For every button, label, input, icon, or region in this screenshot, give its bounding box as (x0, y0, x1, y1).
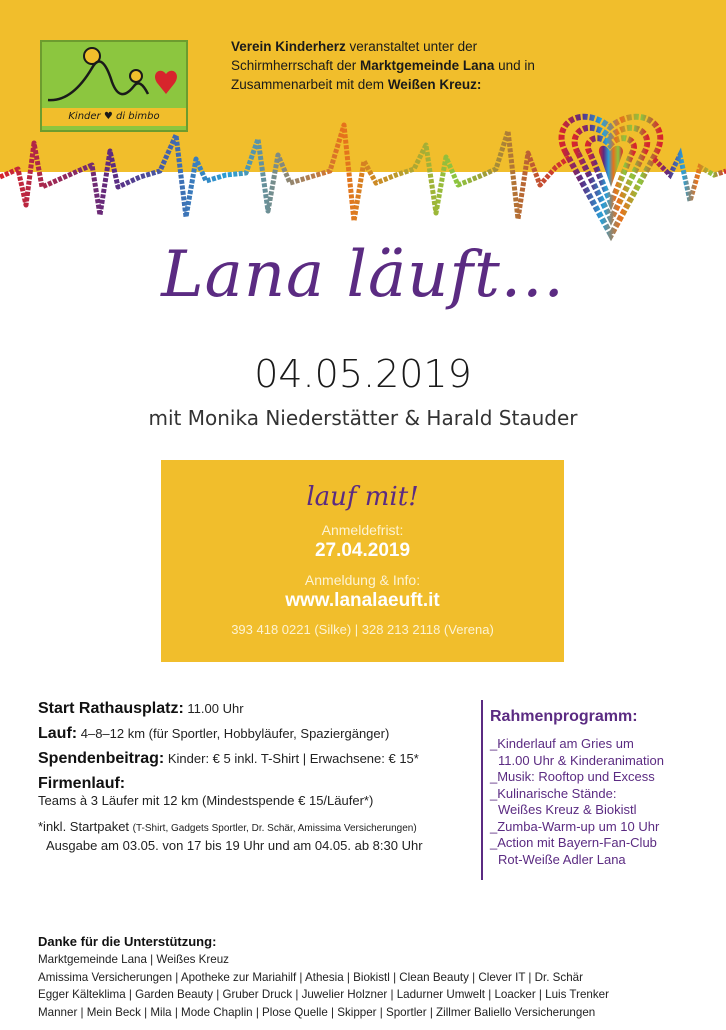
program-item: _Musik: Rooftop und Excess (490, 769, 655, 784)
run-value: 4–8–12 km (für Sportler, Hobbyläufer, Spaziergänger) (80, 726, 390, 741)
column-divider (481, 700, 483, 880)
event-details (38, 700, 478, 854)
program-list (490, 736, 720, 868)
program-item: _Action mit Bayern-Fan-Club (490, 835, 657, 850)
intro-text (231, 37, 561, 94)
donation-value: Kinder: € 5 inkl. T-Shirt | Erwachsene: € 15* (167, 751, 419, 766)
starter-pack-note (38, 818, 478, 854)
sponsors (38, 934, 698, 1021)
program-item: Weißes Kreuz & Biokistl (498, 802, 637, 817)
intro-part: Weißen Kreuz: (387, 77, 482, 92)
deadline-label: Anmeldefrist: (321, 522, 404, 538)
sponsors-list (38, 951, 698, 1021)
logo-label: Kinder ♥ di bimbo (42, 108, 186, 126)
program-item: Rot-Weiße Adler Lana (498, 851, 626, 867)
run-line (38, 725, 478, 743)
contact-phones: 393 418 0221 (Silke) | 328 213 2118 (Verena) (231, 622, 494, 637)
sponsors-title: Danke für die Unterstützung: (38, 934, 217, 949)
donation-label: Spendenbeitrag: (38, 750, 165, 767)
heartbeat-heart-graphic (0, 95, 726, 245)
sponsor-line: Marktgemeinde Lana | Weißes Kreuz (38, 953, 229, 966)
sponsor-line: Manner | Mein Beck | Mila | Mode Chaplin | Plose Quelle | Skipper | Sportler | Zillmer Baliello Versicherungen (38, 1005, 596, 1019)
event-hosts: mit Monika Niederstätter & Harald Stauder (148, 406, 578, 430)
event-title: Lana läuft... (161, 238, 565, 312)
run-label: Lauf: (38, 725, 78, 742)
info-label: Anmeldung & Info: (304, 572, 421, 588)
intro-part: und in Zusammenarbeit mit dem (231, 58, 535, 92)
program-item: _Zumba-Warm-up um 10 Uhr (490, 818, 660, 834)
program-title: Rahmenprogramm: (490, 708, 638, 725)
intro-part: Marktgemeinde Lana (360, 58, 495, 73)
program-item: _Kulinarische Stände: (490, 785, 617, 801)
sponsor-line: Egger Kälteklima | Garden Beauty | Gruber Druck | Juwelier Holzner | Ladurner Umwelt | Loacker | Luis Trenker (38, 988, 609, 1001)
start-label: Start Rathausplatz: (38, 700, 184, 717)
program-item: 11.00 Uhr & Kinderanimation (498, 752, 664, 768)
sponsor-line: Amissima Versicherungen | Apotheke zur Mariahilf | Athesia | Biokistl | Clean Beauty | Clever IT | Dr. Schär (38, 970, 583, 984)
intro-part: veranstaltet unter der Schirmherrschaft der (231, 39, 478, 73)
note-small: (T-Shirt, Gadgets Sportler, Dr. Schär, Amissima Versicherungen) (132, 823, 417, 834)
event-date: 04.05.2019 (254, 352, 472, 396)
intro-part: Verein Kinderherz (231, 39, 346, 54)
company-run-label: Firmenlauf: (38, 775, 126, 792)
website-link[interactable]: www.lanalaeuft.it (285, 590, 440, 611)
donation-line (38, 750, 478, 768)
start-line (38, 700, 478, 718)
signup-box (161, 460, 564, 662)
deadline-date: 27.04.2019 (314, 540, 411, 561)
note-second: Ausgabe am 03.05. von 17 bis 19 Uhr und am 04.05. ab 8:30 Uhr (46, 838, 423, 853)
side-program (490, 708, 720, 868)
start-value: 11.00 Uhr (187, 701, 244, 716)
company-run-value: Teams à 3 Läufer mit 12 km (Mindestspende € 15/Läufer*) (38, 793, 374, 808)
note-main: *inkl. Startpaket (38, 819, 130, 834)
signup-heading: lauf mit! (306, 482, 419, 512)
program-item: _Kinderlauf am Gries um (490, 736, 634, 751)
